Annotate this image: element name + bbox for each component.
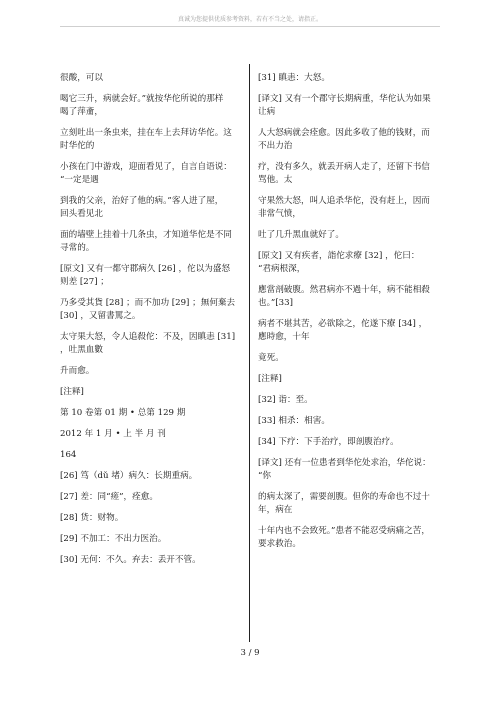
journal-page-number: 164 xyxy=(60,450,77,460)
right-paragraph: 吐了几升黑血就好了。 xyxy=(258,230,344,240)
note-item: [28] 货：财物。 xyxy=(60,513,124,523)
right-column xyxy=(258,72,446,559)
right-paragraph: [原文] 又有疾者，詣佗求療 [32] ，佗曰： “君病根深， xyxy=(258,251,420,274)
left-paragraph: 升而愈。 xyxy=(60,366,95,376)
left-paragraph: 立刻吐出一条虫来，挂在车上去拜访华佗。这 时华佗的 xyxy=(60,128,232,151)
right-paragraph: 疗，没有多久，就丢开病人走了，还留下书信 骂他。太 xyxy=(258,162,430,185)
note-item: [31] 瞋恚：大怒。 xyxy=(258,73,330,83)
note-item: [26] 笃（dǔ 堵）病久：长期重病。 xyxy=(60,471,198,481)
note-item: [33] 相杀：相害。 xyxy=(258,416,330,426)
left-section-label: [注释] xyxy=(60,387,84,397)
note-item: [32] 诣：至。 xyxy=(258,395,313,405)
right-paragraph: [译文] 还有一位患者到华佗处求治，华佗说： “你 xyxy=(258,458,431,481)
left-paragraph: 面的墙壁上挂着十几条虫，才知道华佗是不同 寻常的。 xyxy=(60,230,232,253)
right-paragraph: 人大怒病就会痊愈。因此多收了他的钱财，而 不出力治 xyxy=(258,128,430,151)
note-item: [29] 不加工：不出力医治。 xyxy=(60,534,167,544)
right-paragraph: 十年内也不会致死。”患者不能忍受病痛之苦， 要求救治。 xyxy=(258,526,430,549)
note-item: [34] 下疗：下手治疗，即剖腹治疗。 xyxy=(258,437,399,447)
left-paragraph: 小孩在门中游戏，迎面看见了，自言自语说： “一定是遇 xyxy=(60,162,232,185)
left-paragraph: 乃多受其貨 [28] ；而不加功 [29] ；無何棄去 [30] ，又留書罵之。 xyxy=(60,298,236,321)
left-paragraph: 喝它三升，病就会好。”就按华佗所说的那样 喝了萍齑， xyxy=(60,94,224,117)
header-rule xyxy=(60,26,440,27)
right-paragraph: 的病太深了，需要剖腹。但你的寿命也不过十 年，病在 xyxy=(258,492,430,515)
right-section-label: [注释] xyxy=(258,374,282,384)
left-paragraph: 到我的父亲，治好了他的病。”客人进了屋， 回头看见北 xyxy=(60,196,224,219)
note-item: [27] 差：同“瘥”，痊愈。 xyxy=(60,492,158,502)
page-indicator: 3 / 9 xyxy=(240,648,260,658)
right-paragraph: 應當剖破腹。然君病亦不過十年，病不能相殺 也。”[33] xyxy=(258,285,430,308)
right-paragraph: [译文] 又有一个郡守长期病重，华佗认为如果 让病 xyxy=(258,94,431,117)
left-paragraph: 很酸，可以 xyxy=(60,73,103,83)
right-paragraph: 竟死。 xyxy=(258,353,284,363)
right-paragraph: 病者不堪其苦，必欲除之，佗遂下療 [34] ， 應時愈，十年 xyxy=(258,319,428,342)
page-header-notice: 真诚为您提供优质参考资料，若有不当之处，请指正。 xyxy=(177,16,322,23)
journal-date-line: 2012 年 1 月 • 上 半 月 刊 xyxy=(60,429,166,439)
journal-issue-line: 第 10 卷第 01 期 • 总第 129 期 xyxy=(60,408,186,418)
left-column xyxy=(60,72,248,575)
note-item: [30] 无何：不久。弃去：丢开不管。 xyxy=(60,555,201,565)
column-divider xyxy=(249,64,250,642)
left-paragraph: [原文] 又有一都守郡病久 [26] ，佗以为盛怒 则差 [27] ； xyxy=(60,264,231,287)
left-paragraph: 太守果大怒，令人追殺佗：不及，因瞋恚 [31] ，吐黑血數 xyxy=(60,332,236,355)
right-paragraph: 守果然大怒，叫人追杀华佗，没有赶上，因而 非常气愤， xyxy=(258,196,430,219)
